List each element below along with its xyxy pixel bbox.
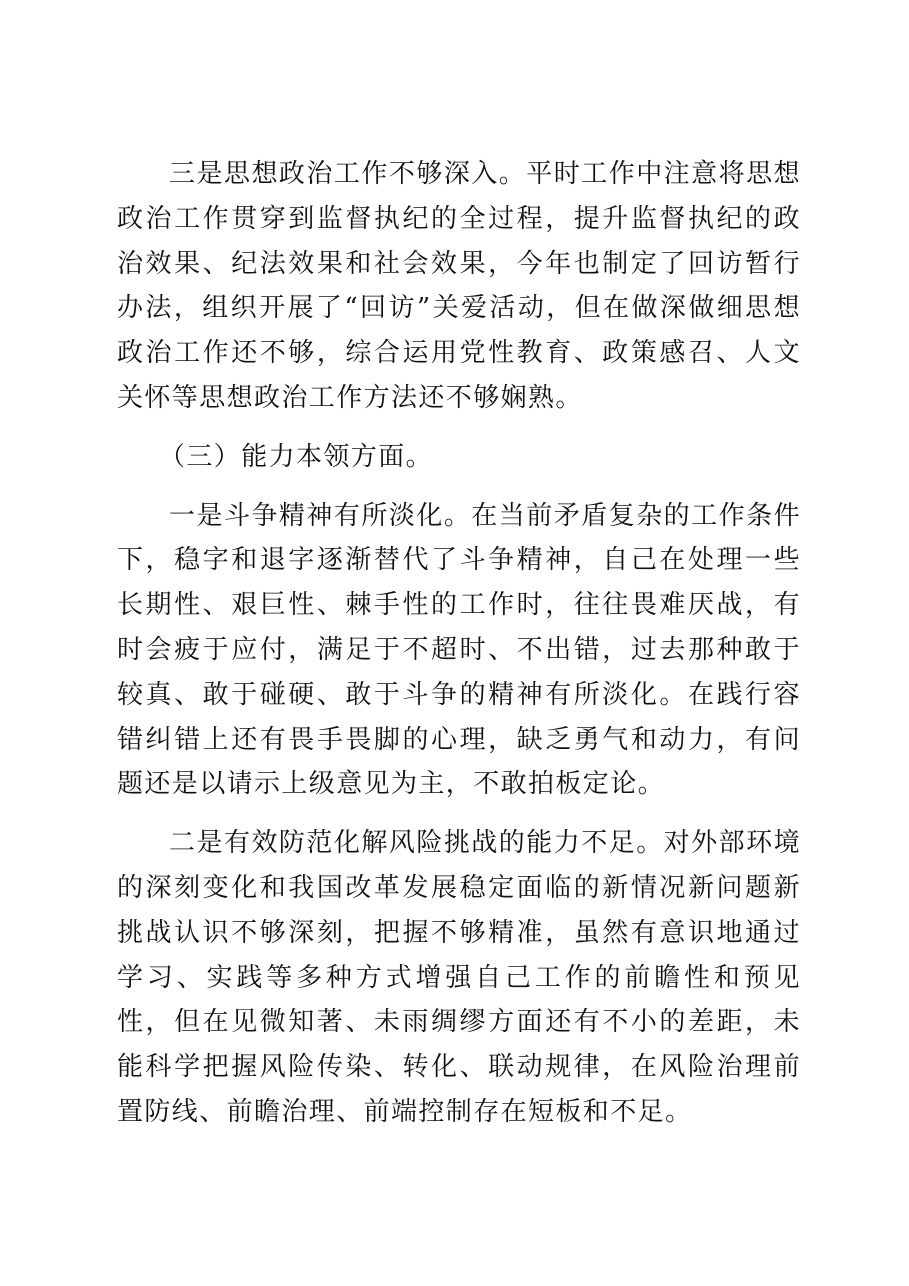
paragraph-risk-prevention: 二是有效防范化解风险挑战的能力不足。对外部环境的深刻变化和我国改革发展稳定面临的新情况新问题新挑战认识不够深刻，把握不够精准，虽然有意识地通过学习、实践等多种方式增强自己工作的前瞻性和预见性，但在见微知著、未雨绸缪方面还有不小的差距，未能科学把握风险传染、转化、联动规律，在风险治理前置防线、前瞻治理、前端控制存在短板和不足。 (117, 828, 801, 1127)
paragraph-struggle-spirit: 一是斗争精神有所淡化。在当前矛盾复杂的工作条件下，稳字和退字逐渐替代了斗争精神，自己在处理一些长期性、艰巨性、棘手性的工作时，往往畏难厌战，有时会疲于应付，满足于不超时、不出错，过去那种敢于较真、敢于碰硬、敢于斗争的精神有所淡化。在践行容错纠错上还有畏手畏脚的心理，缺乏勇气和动力，有问题还是以请示上级意见为主，不敢拍板定论。 (117, 500, 801, 800)
paragraph-ideological-work: 三是思想政治工作不够深入。平时工作中注意将思想政治工作贯穿到监督执纪的全过程，提升监督执纪的政治效果、纪法效果和社会效果，今年也制定了回访暂行办法，组织开展了“回访”关爱活动，但在做深做细思想政治工作还不够，综合运用党性教育、政策感召、人文关怀等思想政治工作方法还不够娴熟。 (117, 159, 801, 413)
document-body (117, 152, 801, 1149)
section-heading-ability: （三）能力本领方面。 (159, 441, 434, 472)
